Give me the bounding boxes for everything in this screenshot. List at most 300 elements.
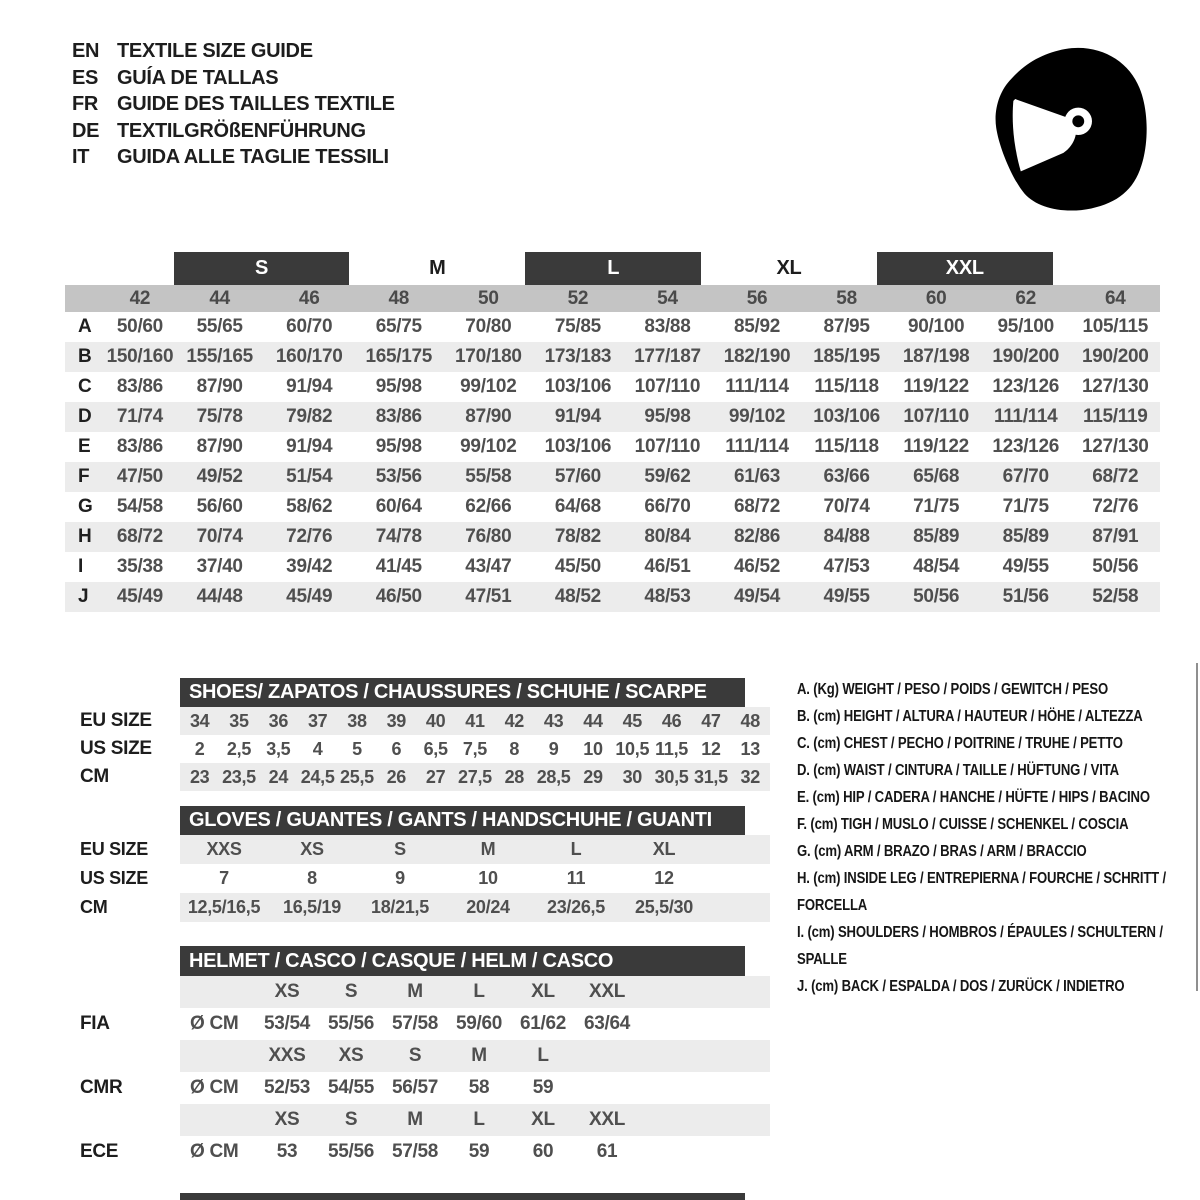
size-value: 119/122 xyxy=(903,436,969,457)
language-code: ES xyxy=(72,66,99,89)
size-value: 185/195 xyxy=(813,346,880,367)
row-label: EU SIZE xyxy=(80,839,148,859)
column-header-58: 58 xyxy=(836,287,857,309)
size-value: 87/90 xyxy=(196,376,243,397)
size-value: 18/21,5 xyxy=(371,897,429,917)
size-value: 51/54 xyxy=(286,466,333,487)
size-value: 57/58 xyxy=(391,1141,439,1162)
size-value: 123/126 xyxy=(992,376,1059,397)
size-value: 72/76 xyxy=(286,526,333,547)
size-value: 45/49 xyxy=(116,586,163,607)
size-value: 63/64 xyxy=(583,1013,631,1034)
helmet-size-letter: XXL xyxy=(588,1109,626,1130)
size-value: 30,5 xyxy=(654,766,689,787)
size-value: 103/106 xyxy=(813,406,880,427)
helmet-values-ece xyxy=(65,1136,770,1168)
size-value: 48/53 xyxy=(644,586,691,607)
size-value: 48/52 xyxy=(554,586,601,607)
standard-label: ECE xyxy=(80,1141,119,1162)
helmet-values-cmr xyxy=(65,1072,770,1104)
row-letter: G xyxy=(78,496,93,517)
row-label-spacer xyxy=(65,1040,180,1072)
size-value: 44/48 xyxy=(196,586,243,607)
row-label-spacer xyxy=(65,1104,180,1136)
row-letter: H xyxy=(78,526,92,547)
helmet-size-letter: L xyxy=(473,1109,485,1130)
size-value: 54/58 xyxy=(116,496,163,517)
size-value: 70/74 xyxy=(823,496,870,517)
size-value: 27 xyxy=(425,766,446,787)
size-value: 55/65 xyxy=(196,316,243,337)
row-label: US SIZE xyxy=(80,738,152,759)
gloves-row-eu-size xyxy=(65,835,770,864)
size-value: 28 xyxy=(504,766,524,787)
size-value: 34 xyxy=(189,710,210,731)
size-value: 61 xyxy=(596,1141,618,1162)
size-value: 4 xyxy=(312,738,323,759)
size-box-s: S xyxy=(174,252,350,285)
size-value: 150/160 xyxy=(106,346,174,367)
textile-row-d xyxy=(65,402,1160,432)
guide-title: TEXTILGRÖßENFÜHRUNG xyxy=(117,119,366,142)
size-value: 78/82 xyxy=(554,526,601,547)
textile-row-h xyxy=(65,522,1160,552)
size-value: 127/130 xyxy=(1081,376,1149,397)
size-value: 60 xyxy=(532,1141,554,1162)
size-value: 41/45 xyxy=(375,556,422,577)
size-value: 66/70 xyxy=(644,496,691,517)
size-value: 165/175 xyxy=(365,346,433,367)
size-value: 50/56 xyxy=(1092,556,1139,577)
size-value: 91/94 xyxy=(286,376,333,397)
size-value: 61/63 xyxy=(733,466,781,487)
size-value: 65/75 xyxy=(375,316,422,337)
size-value: 39 xyxy=(386,710,407,731)
size-value: 29 xyxy=(583,766,603,787)
size-value: 103/106 xyxy=(544,376,612,397)
size-value: 90/100 xyxy=(907,316,965,337)
size-value: 48/54 xyxy=(913,556,960,577)
size-value: 115/118 xyxy=(814,376,879,397)
size-value: 61/62 xyxy=(519,1013,567,1034)
row-values xyxy=(180,735,770,763)
helmet-size-letter: M xyxy=(407,1109,423,1130)
size-value: 70/74 xyxy=(196,526,243,547)
size-value: 71/75 xyxy=(1002,496,1049,517)
size-value: 67/70 xyxy=(1002,466,1049,487)
gloves-size-section xyxy=(65,806,770,922)
size-value: XL xyxy=(652,839,676,859)
helmet-title: HELMET / CASCO / CASQUE / HELM / CASCO xyxy=(180,946,745,976)
helmet-sizes-cmr xyxy=(65,1040,770,1072)
shoes-row-us-size xyxy=(65,735,770,763)
size-value: 82/86 xyxy=(733,526,781,547)
size-col-spacer-right xyxy=(1053,252,1160,285)
size-value: 87/90 xyxy=(465,406,512,427)
size-value: 187/198 xyxy=(902,346,970,367)
size-value: 35 xyxy=(229,710,249,731)
shoes-row-cm xyxy=(65,763,770,791)
size-value: 46 xyxy=(661,710,682,731)
row-values xyxy=(180,864,770,893)
size-value: 68/72 xyxy=(733,496,781,517)
size-value: 37 xyxy=(307,710,328,731)
diameter-unit: Ø CM xyxy=(190,1013,239,1034)
size-value: 11 xyxy=(566,868,586,888)
size-value: 25,5 xyxy=(340,766,374,787)
size-value: 7 xyxy=(219,868,229,888)
gloves-title: GLOVES / GUANTES / GANTS / HANDSCHUHE / GUANTI xyxy=(180,806,745,835)
size-box-l: L xyxy=(525,252,701,285)
size-value: 6 xyxy=(391,738,402,759)
diameter-unit: Ø CM xyxy=(190,1141,239,1162)
size-value: 99/102 xyxy=(728,406,786,427)
size-value: 91/94 xyxy=(554,406,601,427)
size-value: 75/78 xyxy=(196,406,243,427)
size-value: 68/72 xyxy=(116,526,163,547)
size-value: 47 xyxy=(701,710,721,731)
row-letter: J xyxy=(78,586,89,607)
size-value: 43/47 xyxy=(465,556,512,577)
row-values xyxy=(180,893,770,922)
size-value: 11,5 xyxy=(655,738,689,759)
diameter-unit: Ø CM xyxy=(190,1077,239,1098)
helmet-size-section xyxy=(65,946,770,1168)
size-value: 58 xyxy=(468,1077,490,1098)
legend-item: D. (cm) WAIST / CINTURA / TAILLE / HÜFTUNG / VITA xyxy=(797,762,1119,779)
size-value: 35/38 xyxy=(116,556,163,577)
size-value: 58/62 xyxy=(286,496,333,517)
size-value: 95/98 xyxy=(644,406,691,427)
numeric-size-band xyxy=(65,285,1160,312)
size-value: 60/70 xyxy=(286,316,333,337)
size-value: 115/118 xyxy=(814,436,879,457)
size-value: 111/114 xyxy=(725,376,789,397)
size-value: 49/55 xyxy=(1002,556,1049,577)
size-value: 123/126 xyxy=(992,436,1059,457)
column-header-50: 50 xyxy=(478,287,499,309)
helmet-size-letter: M xyxy=(471,1045,487,1066)
helmet-size-letter: XS xyxy=(338,1045,364,1066)
size-value: 16,5/19 xyxy=(283,897,341,917)
size-value: 76/80 xyxy=(465,526,512,547)
size-value: 3,5 xyxy=(266,738,291,759)
row-values xyxy=(180,707,770,735)
row-letter: B xyxy=(78,346,92,367)
helmet-size-letter: XS xyxy=(274,981,300,1002)
size-value: 115/119 xyxy=(1083,406,1148,427)
language-es xyxy=(72,65,395,92)
size-value: 79/82 xyxy=(286,406,333,427)
size-value: M xyxy=(480,839,496,859)
size-letters-band xyxy=(180,1040,770,1072)
textile-row-j xyxy=(65,582,1160,612)
language-fr xyxy=(72,91,395,118)
textile-row-f xyxy=(65,462,1160,492)
size-value: 9 xyxy=(395,868,405,888)
size-value: 10,5 xyxy=(615,738,650,759)
size-value: 26 xyxy=(386,766,407,787)
size-value: 37/40 xyxy=(196,556,243,577)
size-value: 72/76 xyxy=(1092,496,1139,517)
size-value: 65/68 xyxy=(913,466,960,487)
size-value: 27,5 xyxy=(458,766,492,787)
size-value: 59 xyxy=(532,1077,554,1098)
size-value: 84/88 xyxy=(823,526,870,547)
row-values xyxy=(180,1008,770,1040)
language-title-list xyxy=(72,38,395,171)
row-label-spacer xyxy=(65,976,180,1008)
row-values xyxy=(180,835,770,864)
size-value: 47/51 xyxy=(465,586,512,607)
size-value: 63/66 xyxy=(823,466,870,487)
row-label: EU SIZE xyxy=(80,710,152,731)
size-value: 8 xyxy=(509,738,520,759)
column-header-44: 44 xyxy=(209,287,230,309)
size-value: 23 xyxy=(189,766,210,787)
size-value: 85/89 xyxy=(1002,526,1049,547)
size-value: 99/102 xyxy=(460,436,517,457)
language-code: EN xyxy=(72,40,100,62)
size-value: 23,5 xyxy=(222,766,256,787)
helmet-size-letter: S xyxy=(408,1045,422,1066)
size-value: 49/54 xyxy=(733,586,781,607)
size-letters-band xyxy=(180,976,770,1008)
size-value: 10 xyxy=(583,738,603,759)
size-value: 2 xyxy=(194,738,205,759)
row-values xyxy=(180,1136,770,1168)
size-value: 49/52 xyxy=(196,466,243,487)
size-value: 53/56 xyxy=(375,466,422,487)
row-letter: D xyxy=(78,406,92,427)
size-value: 53/54 xyxy=(263,1013,311,1034)
row-letter: E xyxy=(78,436,91,457)
guide-title: GUÍA DE TALLAS xyxy=(117,66,279,89)
textile-size-table xyxy=(65,252,1160,612)
column-header-54: 54 xyxy=(657,287,678,309)
helmet-size-letter: XXL xyxy=(588,981,626,1002)
size-value: 83/86 xyxy=(116,376,163,397)
size-value: 190/200 xyxy=(992,346,1059,367)
column-header-60: 60 xyxy=(925,287,947,309)
language-de xyxy=(72,118,395,145)
cutoff-section-bar xyxy=(180,1193,745,1200)
textile-row-e xyxy=(65,432,1160,462)
size-value: 87/95 xyxy=(823,316,870,337)
language-code: DE xyxy=(72,119,100,142)
row-label: CM xyxy=(80,897,108,917)
size-value: 59/62 xyxy=(644,466,691,487)
size-value: 7,5 xyxy=(462,738,488,759)
size-value: 87/91 xyxy=(1092,526,1139,547)
size-value: 31,5 xyxy=(694,766,728,787)
row-values xyxy=(180,763,770,791)
size-value: 83/86 xyxy=(375,406,422,427)
column-header-42: 42 xyxy=(129,287,151,309)
size-value: 71/75 xyxy=(913,496,960,517)
size-value: 10 xyxy=(478,868,498,888)
legend-item: I. (cm) SHOULDERS / HOMBROS / ÉPAULES / SCHULTERN / SPALLE xyxy=(797,924,1163,968)
size-value: 48 xyxy=(740,710,760,731)
size-value: 177/187 xyxy=(634,346,701,367)
size-value: 87/90 xyxy=(196,436,243,457)
size-value: XXS xyxy=(206,839,242,859)
helmet-size-letter: S xyxy=(344,981,358,1002)
size-value: 55/58 xyxy=(465,466,512,487)
size-value: 6,5 xyxy=(423,738,448,759)
column-header-56: 56 xyxy=(746,287,768,309)
size-letters-band xyxy=(180,1104,770,1136)
size-value: 45/49 xyxy=(286,586,333,607)
size-value: 12 xyxy=(701,738,721,759)
column-header-48: 48 xyxy=(388,287,410,309)
size-value: 47/50 xyxy=(116,466,163,487)
helmet-sizes-ece xyxy=(65,1104,770,1136)
size-value: 20/24 xyxy=(466,897,510,917)
size-value: 85/92 xyxy=(733,316,781,337)
size-value: XS xyxy=(300,839,324,859)
size-value: 85/89 xyxy=(913,526,960,547)
size-value: 13 xyxy=(740,738,760,759)
legend-item: E. (cm) HIP / CADERA / HANCHE / HÜFTE / HIPS / BACINO xyxy=(797,789,1150,806)
size-value: 59/60 xyxy=(455,1013,503,1034)
visor-pivot-inner xyxy=(1072,115,1084,127)
legend-item: B. (cm) HEIGHT / ALTURA / HAUTEUR / HÖHE / ALTEZZA xyxy=(797,708,1143,725)
size-value: 28,5 xyxy=(536,766,571,787)
size-value: 95/100 xyxy=(997,316,1054,337)
gloves-row-us-size xyxy=(65,864,770,893)
shoes-title: SHOES/ ZAPATOS / CHAUSSURES / SCHUHE / SCARPE xyxy=(180,678,745,707)
row-letter: A xyxy=(78,316,92,337)
size-value: 50/60 xyxy=(116,316,163,337)
size-value: 30 xyxy=(622,766,642,787)
size-value: 173/183 xyxy=(544,346,612,367)
size-box-xxl: XXL xyxy=(877,252,1053,285)
size-value: 83/86 xyxy=(116,436,163,457)
helmet-size-letter: L xyxy=(537,1045,549,1066)
size-value: 57/60 xyxy=(554,466,601,487)
size-value: 46/50 xyxy=(375,586,422,607)
size-value: 83/88 xyxy=(644,316,691,337)
size-value: 95/98 xyxy=(375,376,422,397)
size-value: 43 xyxy=(543,710,564,731)
column-header-62: 62 xyxy=(1015,287,1036,309)
page-edge-line xyxy=(1196,663,1198,991)
helmet-size-letter: XXS xyxy=(268,1045,306,1066)
size-value: 51/56 xyxy=(1002,586,1049,607)
size-value: 60/64 xyxy=(375,496,422,517)
guide-title: GUIDE DES TAILLES TEXTILE xyxy=(117,93,395,115)
size-value: 103/106 xyxy=(544,436,612,457)
size-value: 160/170 xyxy=(275,346,343,367)
textile-row-a xyxy=(65,312,1160,342)
helmet-size-letter: XL xyxy=(531,981,555,1002)
language-code: FR xyxy=(72,93,99,115)
helmet-size-letter: M xyxy=(407,981,423,1002)
row-letter: C xyxy=(78,376,92,397)
size-value: 46/52 xyxy=(733,556,781,577)
size-value: 111/114 xyxy=(725,436,789,457)
size-value: 12 xyxy=(654,868,674,888)
size-value: 107/110 xyxy=(903,406,969,427)
legend-item: C. (cm) CHEST / PECHO / POITRINE / TRUHE / PETTO xyxy=(797,735,1123,752)
size-value: 5 xyxy=(352,738,362,759)
measurement-legend xyxy=(797,676,1189,1000)
helmet-size-letter: L xyxy=(473,981,485,1002)
size-value: 2,5 xyxy=(226,738,252,759)
size-value: 70/80 xyxy=(465,316,512,337)
size-col-spacer-left xyxy=(65,252,174,285)
size-label-xl: XL xyxy=(776,257,802,279)
legend-item: A. (Kg) WEIGHT / PESO / POIDS / GEWITCH / PESO xyxy=(797,681,1109,698)
size-value: 190/200 xyxy=(1081,346,1149,367)
legend-item: J. (cm) BACK / ESPALDA / DOS / ZURÜCK / INDIETRO xyxy=(797,978,1125,995)
helmet-values-fia xyxy=(65,1008,770,1040)
size-value: 12,5/16,5 xyxy=(187,897,261,917)
textile-rows xyxy=(65,312,1160,612)
size-value: 42 xyxy=(504,710,524,731)
size-value: 105/115 xyxy=(1082,316,1149,337)
size-value: 36 xyxy=(268,710,289,731)
size-value: S xyxy=(394,839,406,859)
size-value: 46/51 xyxy=(644,556,691,577)
language-code: IT xyxy=(72,146,90,168)
size-value: 107/110 xyxy=(634,376,701,397)
shoes-row-eu-size xyxy=(65,707,770,735)
column-header-52: 52 xyxy=(567,287,589,309)
size-value: 55/56 xyxy=(327,1013,375,1034)
size-value: 71/74 xyxy=(116,406,163,427)
row-values xyxy=(180,1072,770,1104)
size-value: 40 xyxy=(425,710,446,731)
size-value: 45/50 xyxy=(554,556,601,577)
column-header-46: 46 xyxy=(298,287,320,309)
size-value: 59 xyxy=(468,1141,490,1162)
size-value: 182/190 xyxy=(723,346,791,367)
row-letter: I xyxy=(78,556,83,577)
size-value: 24 xyxy=(268,766,289,787)
size-value: 91/94 xyxy=(286,436,333,457)
size-value: 99/102 xyxy=(460,376,517,397)
size-value: 38 xyxy=(347,710,367,731)
textile-row-c xyxy=(65,372,1160,402)
textile-row-i xyxy=(65,552,1160,582)
size-value: 74/78 xyxy=(375,526,422,547)
size-value: 55/56 xyxy=(327,1141,375,1162)
size-value: 49/55 xyxy=(823,586,870,607)
language-en xyxy=(72,38,395,65)
size-value: 44 xyxy=(583,710,603,731)
size-value: 127/130 xyxy=(1081,436,1149,457)
size-value: 95/98 xyxy=(375,436,422,457)
size-value: 54/55 xyxy=(327,1077,375,1098)
helmet-size-letter: XL xyxy=(531,1109,555,1130)
textile-row-g xyxy=(65,492,1160,522)
size-value: 32 xyxy=(740,766,760,787)
size-value: 52/58 xyxy=(1092,586,1139,607)
size-value: 41 xyxy=(465,710,485,731)
size-value: 23/26,5 xyxy=(547,897,605,917)
legend-item: H. (cm) INSIDE LEG / ENTREPIERNA / FOURCHE / SCHRITT / FORCELLA xyxy=(797,870,1166,914)
size-value: 75/85 xyxy=(554,316,601,337)
size-value: 25,5/30 xyxy=(635,897,693,917)
row-label: CM xyxy=(80,766,109,787)
size-value: 107/110 xyxy=(634,436,701,457)
racing-helmet-icon xyxy=(975,36,1163,214)
language-it xyxy=(72,144,395,171)
size-value: 9 xyxy=(548,738,559,759)
size-value: 24,5 xyxy=(300,766,335,787)
